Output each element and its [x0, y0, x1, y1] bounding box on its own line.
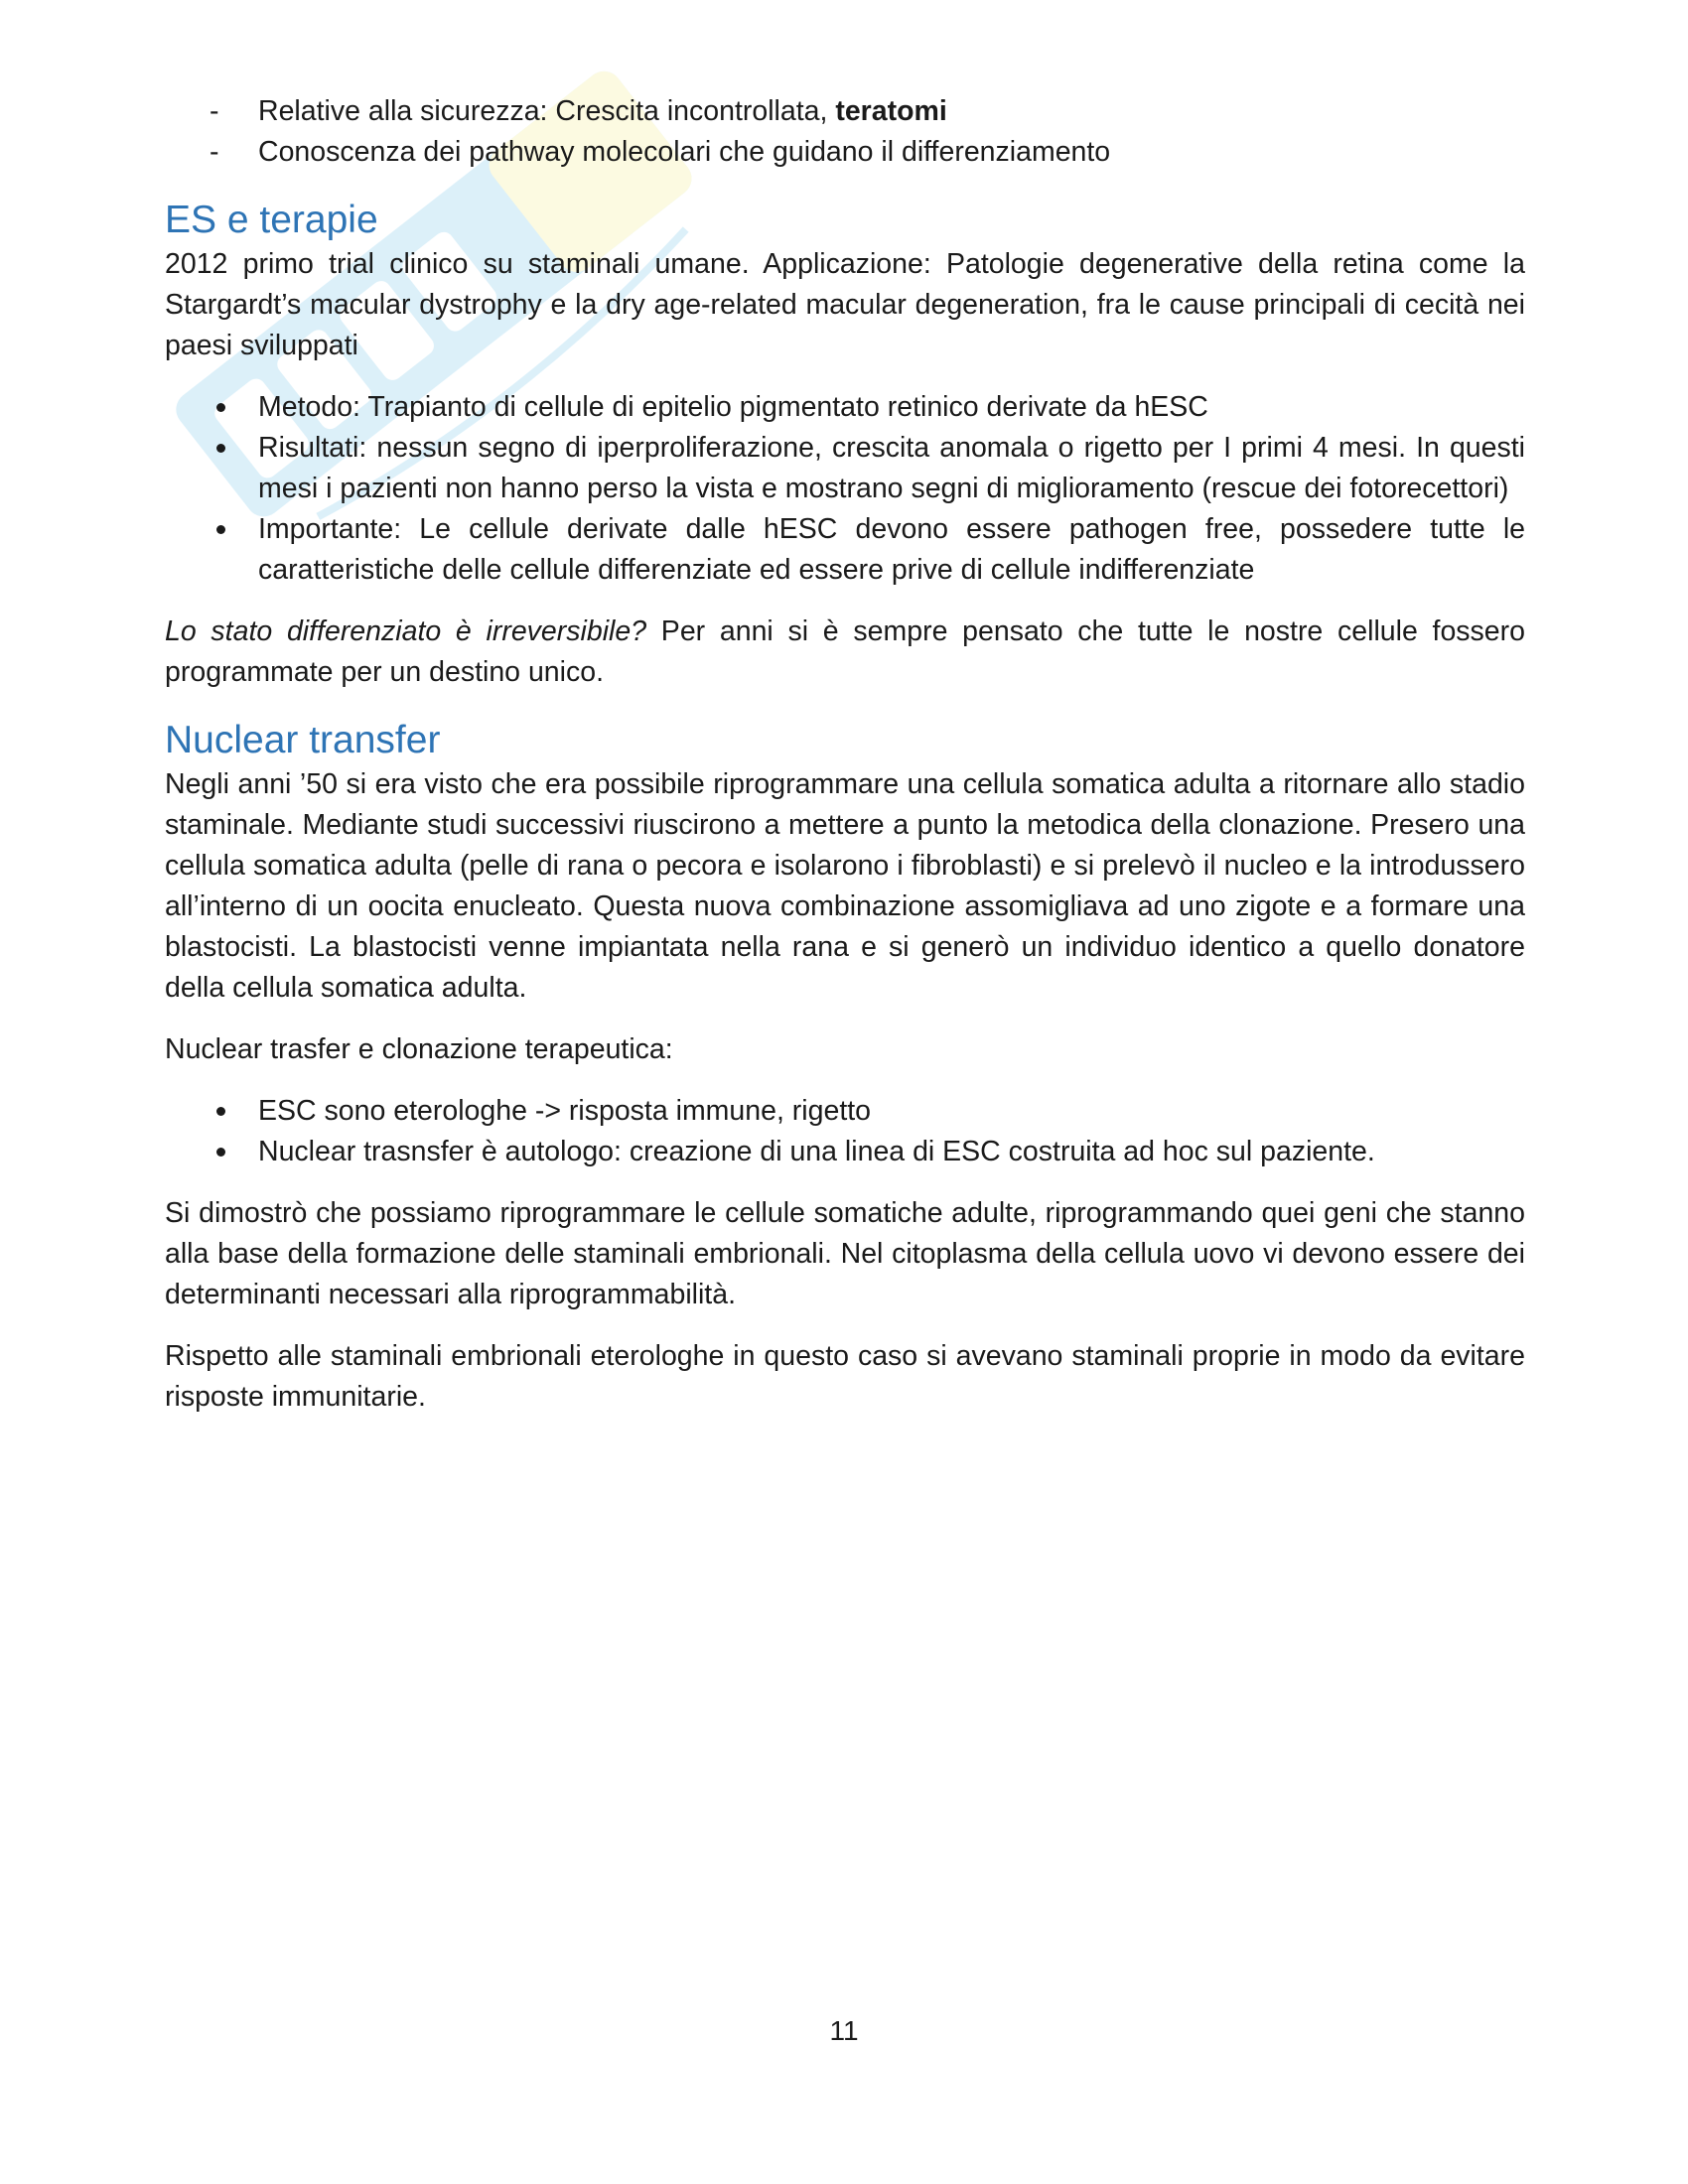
- nt-bullet-list: [165, 1091, 1525, 1172]
- es-bullet-list: [165, 387, 1525, 591]
- page-number: 11: [829, 2015, 859, 2046]
- section-heading-nuclear-transfer: Nuclear transfer: [165, 719, 441, 761]
- list-item-text: Relative alla sicurezza: Crescita incontrollata,: [258, 95, 836, 127]
- question-followup-text: Per anni si è sempre pensato che tutte le nostre cellule fossero programmate per un destino unico.: [165, 615, 1525, 688]
- bullet-icon: [216, 403, 225, 412]
- bullet-icon: [216, 444, 225, 453]
- question-text: Lo stato differenziato è irreversibile?: [165, 615, 647, 647]
- list-item: [165, 132, 1525, 173]
- section-heading-es-terapie: ES e terapie: [165, 199, 378, 241]
- list-item: [165, 1091, 1525, 1132]
- list-item-text: Conoscenza dei pathway molecolari che guidano il differenziamento: [258, 136, 1111, 168]
- dash-marker: -: [210, 136, 219, 168]
- intro-list: [165, 91, 1525, 173]
- dash-marker: -: [210, 95, 219, 127]
- document-page: [165, 91, 1525, 1418]
- list-item: [165, 509, 1525, 591]
- list-item-text: Metodo: Trapianto di cellule di epitelio pigmentato retinico derivate da hESC: [258, 391, 1208, 423]
- bullet-icon: [216, 525, 225, 534]
- list-item: [165, 1132, 1525, 1172]
- paragraph-therapeutic-cloning: Nuclear trasfer e clonazione terapeutica:: [165, 1033, 673, 1065]
- list-item: [165, 428, 1525, 509]
- paragraph-conclusion: Rispetto alle staminali embrionali eterologhe in questo caso si avevano staminali proprie in modo da evitare risposte immunitarie.: [165, 1340, 1525, 1413]
- bullet-icon: [216, 1148, 225, 1157]
- list-item: [165, 387, 1525, 428]
- list-item-text: ESC sono eterologhe -> risposta immune, rigetto: [258, 1095, 872, 1127]
- paragraph-history: Negli anni ’50 si era visto che era possibile riprogrammare una cellula somatica adulta a ritornare allo stadio staminale. Mediante studi successivi riuscirono a mettere a punto la metodica della clonazione. Presero una cellula somatica adulta (pelle di rana o pecora e isolarono i fibroblasti) e si prelevò il nucleo e la introdussero all’interno di un oocita enucleato. Questa nuova combinazione assomigliava ad uno zigote e a formare una blastocisti. La blastocisti venne impiantata nella rana e si generò un individuo identico a quello donatore della cellula somatica adulta.: [165, 768, 1525, 1004]
- paragraph-trial: 2012 primo trial clinico su staminali umane. Applicazione: Patologie degenerative della retina come la Stargardt’s macular dystrophy e la dry age-related macular degeneration, fra le cause principali di cecità nei paesi sviluppati: [165, 248, 1525, 361]
- list-item-bold-text: teratomi: [835, 95, 947, 127]
- paragraph-reprogramming: Si dimostrò che possiamo riprogrammare le cellule somatiche adulte, riprogrammando quei geni che stanno alla base della formazione delle staminali embrionali. Nel citoplasma della cellula uovo vi devono essere dei determinanti necessari alla riprogrammabilità.: [165, 1197, 1525, 1310]
- bullet-icon: [216, 1107, 225, 1116]
- list-item-text: Importante: Le cellule derivate dalle hESC devono essere pathogen free, possedere tutte le caratteristiche delle cellule differenziate ed essere prive di cellule indifferenziate: [258, 513, 1525, 586]
- list-item: [165, 91, 1525, 132]
- list-item-text: Risultati: nessun segno di iperproliferazione, crescita anomala o rigetto per I primi 4 mesi. In questi mesi i pazienti non hanno perso la vista e mostrano segni di miglioramento (rescue dei fotorecettori): [258, 432, 1525, 504]
- paragraph-question: [165, 612, 1525, 693]
- list-item-text: Nuclear trasnsfer è autologo: creazione di una linea di ESC costruita ad hoc sul paziente.: [258, 1136, 1375, 1167]
